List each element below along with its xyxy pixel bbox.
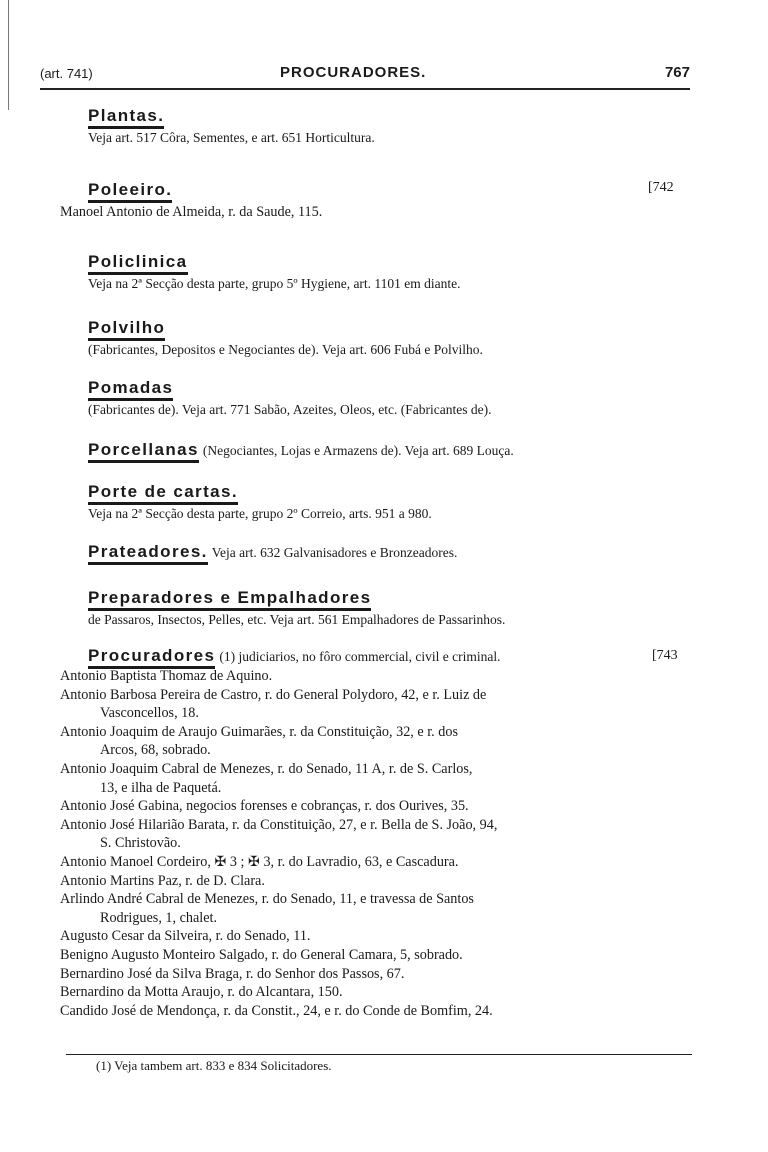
section-procuradores (88, 646, 501, 669)
section-text: Veja art. 632 Galvanisadores e Bronzeadores. (211, 545, 458, 560)
section-heading: Prateadores. (88, 542, 208, 565)
section-heading: Polvilho (88, 318, 165, 341)
section-text: Veja art. 517 Côra, Sementes, e art. 651 Horticultura. (88, 130, 375, 145)
list-item: Antonio Martins Paz, r. de D. Clara. (60, 872, 265, 889)
section-polvilho (88, 318, 483, 359)
article-number: [743 (652, 648, 678, 663)
section-porte-de-cartas (88, 482, 432, 523)
list-item-continuation: 13, e ilha de Paquetá. (100, 779, 222, 796)
list-item: Antonio Joaquim de Araujo Guimarães, r. da Constituição, 32, e r. dos (60, 723, 458, 740)
section-text: Veja na 2ª Secção desta parte, grupo 2º Correio, arts. 951 a 980. (88, 506, 432, 521)
page-number: 767 (664, 64, 690, 81)
list-item: Antonio José Gabina, negocios forenses e cobranças, r. dos Ourives, 35. (60, 798, 469, 815)
list-item: Candido José de Mendonça, r. da Constit., 24, e r. do Conde de Bomfim, 24. (60, 1002, 493, 1019)
section-heading: Porte de cartas. (88, 482, 238, 505)
section-prateadores (88, 542, 457, 565)
section-text: (1) judiciarios, no fôro commercial, civil e criminal. (219, 649, 501, 664)
article-range: (art. 741) (40, 66, 93, 81)
section-heading: Plantas. (88, 106, 164, 129)
list-item-continuation: Rodrigues, 1, chalet. (100, 909, 218, 926)
list-item: Antonio Baptista Thomaz de Aquino. (60, 668, 273, 684)
list-item: Bernardino José da Silva Braga, r. do Senhor dos Passos, 67. (60, 965, 405, 982)
page-header (40, 64, 690, 86)
section-text: de Passaros, Insectos, Pelles, etc. Veja art. 561 Empalhadores de Passarinhos. (88, 612, 506, 627)
section-text: Manoel Antonio de Almeida, r. da Saude, 115. (60, 204, 323, 220)
section-text: (Negociantes, Lojas e Armazens de). Veja art. 689 Louça. (202, 443, 514, 458)
section-policlinica (88, 252, 461, 293)
procuradores-list (60, 667, 700, 1020)
section-text: (Fabricantes, Depositos e Negociantes de). Veja art. 606 Fubá e Polvilho. (88, 342, 483, 357)
list-item-continuation: S. Christovão. (100, 835, 181, 852)
list-item: Augusto Cesar da Silveira, r. do Senado, 11. (60, 928, 311, 945)
section-heading: Poleeiro. (88, 180, 172, 203)
section-heading: Procuradores (88, 646, 215, 669)
section-heading: Porcellanas (88, 440, 199, 463)
header-rule (40, 88, 690, 90)
list-item-continuation: Arcos, 68, sobrado. (100, 742, 211, 759)
section-plantas (88, 106, 375, 147)
list-item-continuation: Vasconcellos, 18. (100, 705, 199, 722)
section-pomadas (88, 378, 491, 419)
section-heading: Pomadas (88, 378, 173, 401)
section-porcellanas (88, 440, 514, 463)
footnote-rule (66, 1054, 692, 1055)
section-poleeiro (88, 180, 172, 203)
section-text: (Fabricantes de). Veja art. 771 Sabão, Azeites, Oleos, etc. (Fabricantes de). (88, 402, 492, 417)
section-text: Veja na 2ª Secção desta parte, grupo 5º Hygiene, art. 1101 em diante. (88, 276, 461, 291)
list-item: Antonio José Hilarião Barata, r. da Constituição, 27, e r. Bella de S. João, 94, (60, 816, 498, 833)
list-item: Arlindo André Cabral de Menezes, r. do Senado, 11, e travessa de Santos (60, 891, 474, 908)
section-preparadores (88, 588, 505, 629)
running-title: PROCURADORES. (280, 64, 427, 81)
list-item: Antonio Barbosa Pereira de Castro, r. do General Polydoro, 42, e r. Luiz de (60, 686, 487, 703)
list-item: Bernardino da Motta Araujo, r. do Alcantara, 150. (60, 984, 343, 1001)
margin-line (8, 0, 9, 110)
list-item: Benigno Augusto Monteiro Salgado, r. do General Camara, 5, sobrado. (60, 946, 463, 963)
footnote: (1) Veja tambem art. 833 e 834 Solicitadores. (96, 1058, 332, 1073)
list-item: Antonio Manoel Cordeiro, ✠ 3 ; ✠ 3, r. do Lavradio, 63, e Cascadura. (60, 853, 459, 870)
section-heading: Policlinica (88, 252, 188, 275)
article-number: [742 (648, 180, 674, 195)
list-item: Antonio Joaquim Cabral de Menezes, r. do Senado, 11 A, r. de S. Carlos, (60, 760, 473, 777)
section-heading: Preparadores e Empalhadores (88, 588, 371, 611)
